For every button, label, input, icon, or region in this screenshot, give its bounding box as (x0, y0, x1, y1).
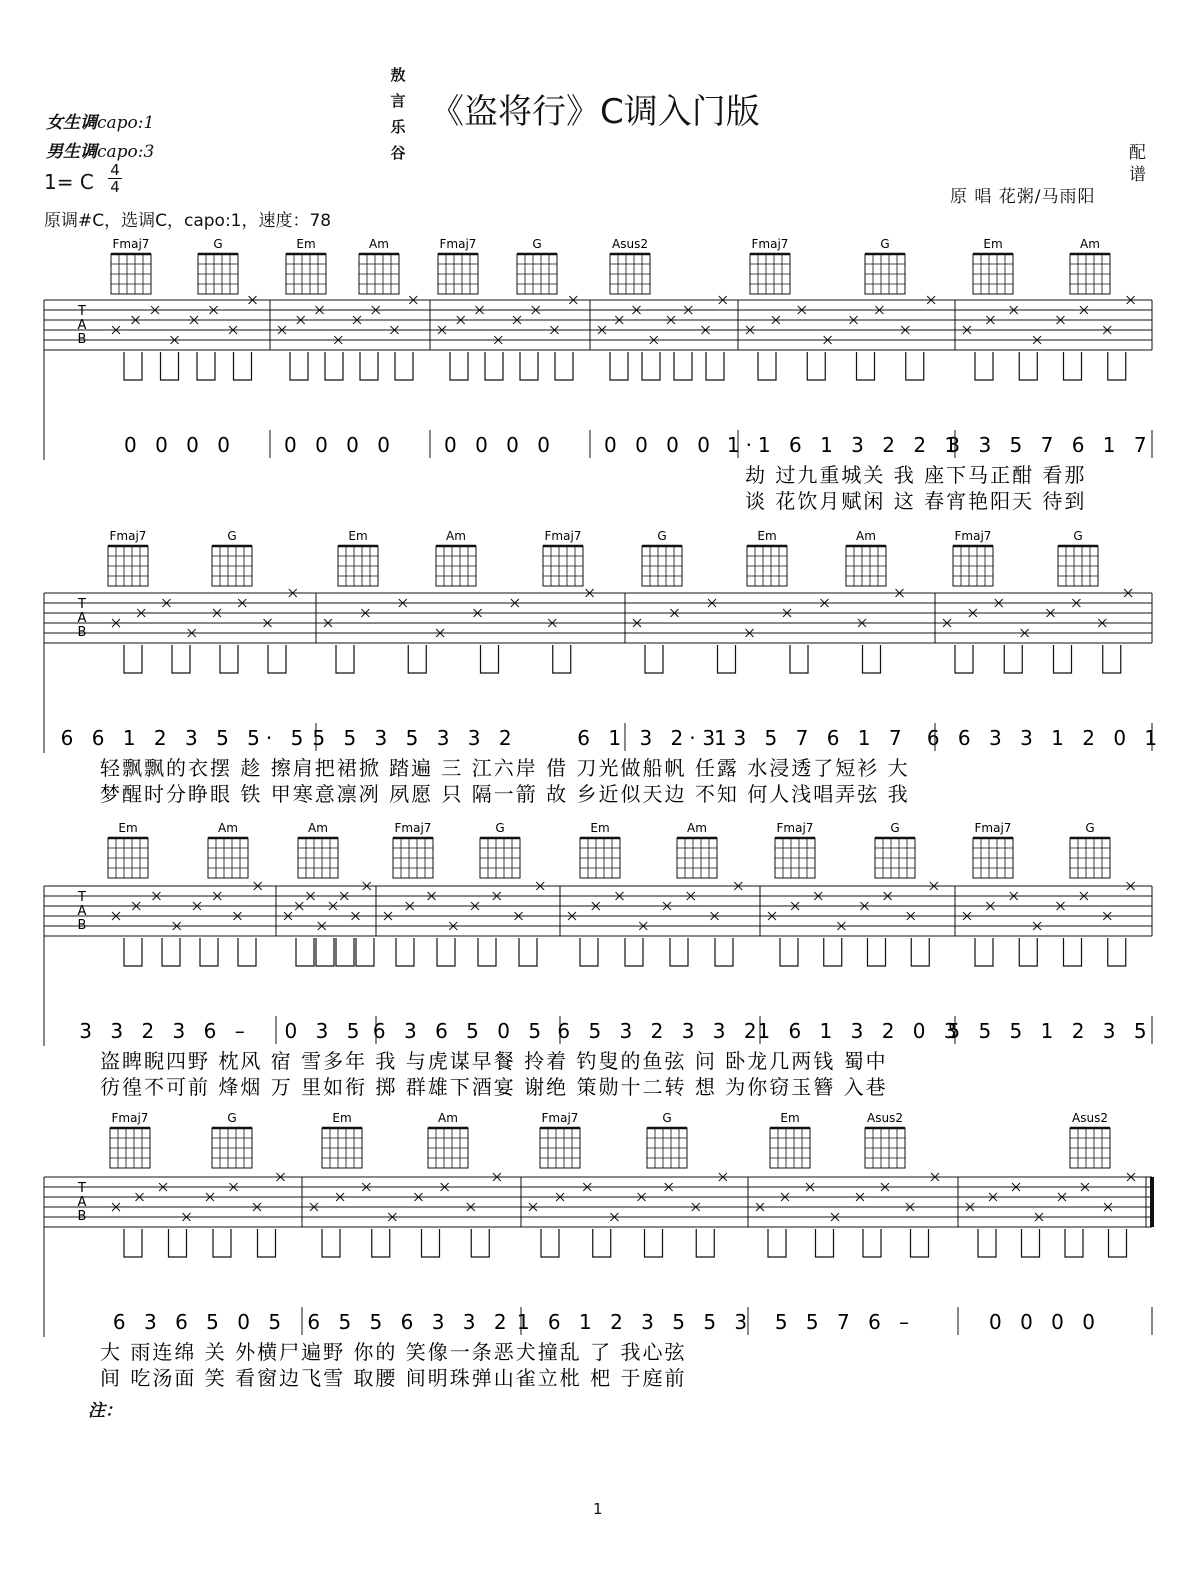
stem-beam (645, 1229, 663, 1257)
stem-beam (625, 938, 643, 966)
chord-name: G (1085, 821, 1095, 835)
stem-beam (258, 1229, 276, 1257)
tab-letter: B (77, 625, 87, 640)
chord-diagram (865, 1111, 905, 1168)
tab-letter: B (77, 332, 87, 347)
chord-diagram (1070, 821, 1110, 878)
song-title: 《盗将行》C调入门版 (430, 92, 760, 132)
stem-beam (911, 1229, 929, 1257)
stem-beam (268, 645, 286, 673)
jianpu-measure: 1 6 1 3 2 0 3 (757, 1019, 963, 1043)
chord-diagram (973, 821, 1013, 878)
stem-beam (758, 352, 776, 380)
stem-beam (220, 645, 238, 673)
chord-diagram (647, 1111, 687, 1168)
chord-name: Fmaj7 (111, 1111, 149, 1125)
stem-beam (172, 645, 190, 673)
stem-beam (553, 645, 571, 673)
system-2 (44, 529, 1163, 806)
system-1 (44, 237, 1153, 513)
tab-letter: T (78, 1181, 86, 1196)
stem-beam (1103, 645, 1121, 673)
original-singer: 原 唱 花粥/马雨阳 (950, 187, 1096, 207)
jianpu-measure: 0 0 0 0 (989, 1310, 1101, 1334)
chord-name: Am (446, 529, 466, 543)
system-3 (44, 821, 1153, 1099)
jianpu-measure: 0 0 0 0 (284, 433, 396, 457)
stem-beam (868, 938, 886, 966)
chord-diagram (517, 237, 557, 294)
notes-label: 注： (88, 1401, 122, 1421)
chord-diagram (846, 529, 886, 586)
stem-beam (316, 938, 334, 966)
stem-beam (975, 938, 993, 966)
stem-beam (360, 352, 378, 380)
chord-name: Em (983, 237, 1003, 251)
stem-beam (978, 1229, 996, 1257)
stem-beam (780, 938, 798, 966)
chord-diagram (1058, 529, 1098, 586)
chord-name: G (890, 821, 900, 835)
stem-beam (213, 1229, 231, 1257)
stem-beam (519, 938, 537, 966)
stem-beam (670, 938, 688, 966)
jianpu-measure: 0 0 0 0 (604, 433, 716, 457)
chord-name: Fmaj7 (776, 821, 814, 835)
stem-beam (290, 352, 308, 380)
stem-beam (807, 352, 825, 380)
chord-name: Em (348, 529, 368, 543)
stem-beam (715, 938, 733, 966)
chord-name: Fmaj7 (544, 529, 582, 543)
chord-name: G (657, 529, 667, 543)
chord-name: Am (856, 529, 876, 543)
chord-diagram (865, 237, 905, 294)
stem-beam (296, 938, 314, 966)
stem-beam (1019, 938, 1037, 966)
jianpu-measure: 6 1 3 2· 1 (577, 726, 733, 750)
stem-beam (124, 1229, 142, 1257)
system-4 (44, 1111, 1152, 1390)
stem-beam (356, 938, 374, 966)
stem-beam (1022, 1229, 1040, 1257)
chord-diagram (750, 237, 790, 294)
chord-diagram (322, 1111, 362, 1168)
stem-beam (593, 1229, 611, 1257)
stem-beam (1004, 645, 1022, 673)
lyric-line-1: 轻飘飘的衣摆 趁 擦肩把裙掀 踏遍 三 江六岸 借 刀光做船帆 任露 水浸透了短衫 大 (100, 756, 910, 780)
chord-name: Em (332, 1111, 352, 1125)
brand-stamp: 敖言乐谷 (390, 66, 406, 162)
stem-beam (395, 352, 413, 380)
stem-beam (481, 645, 499, 673)
stem-beam (674, 352, 692, 380)
tab-letter: A (77, 904, 87, 919)
chord-diagram (286, 237, 326, 294)
stem-beam (857, 352, 875, 380)
stem-beam (824, 938, 842, 966)
chord-diagram (111, 237, 151, 294)
meter-bottom: 4 (110, 178, 120, 196)
capo-female-value: capo:1 (97, 113, 155, 133)
jianpu-measure: 0 0 0 0 (124, 433, 236, 457)
chord-name: Fmaj7 (541, 1111, 579, 1125)
chord-diagram (480, 821, 520, 878)
jianpu-measure: 3 3 5 7 6 1 7 (947, 433, 1153, 457)
chord-diagram (543, 529, 583, 586)
chord-diagram (610, 237, 650, 294)
capo-male-label: 男生调 (46, 142, 97, 162)
chord-diagram (108, 529, 148, 586)
chord-name: Am (687, 821, 707, 835)
page-number: 1 (593, 1500, 603, 1518)
jianpu-measure: 5 5 5 1 2 3 5 (947, 1019, 1153, 1043)
chord-name: Fmaj7 (112, 237, 150, 251)
jianpu-measure: 6 3 6 5 0 5 (112, 1310, 288, 1334)
stem-beam (642, 352, 660, 380)
chord-name: Em (590, 821, 610, 835)
chord-name: G (1073, 529, 1083, 543)
stem-beam (1108, 352, 1126, 380)
stem-beam (325, 352, 343, 380)
tab-letter: B (77, 918, 87, 933)
jianpu-measure: 6 5 5 6 3 3 2 (307, 1310, 513, 1334)
chord-diagram (428, 1111, 468, 1168)
stem-beam (450, 352, 468, 380)
chord-diagram (393, 821, 433, 878)
tab-letter: A (77, 611, 87, 626)
chord-name: Em (757, 529, 777, 543)
stem-beam (955, 645, 973, 673)
capo-male-value: capo:3 (97, 142, 155, 162)
stem-beam (863, 645, 881, 673)
stem-beam (1108, 938, 1126, 966)
stem-beam (520, 352, 538, 380)
stem-beam (197, 352, 215, 380)
lyric-line-1: 劫 过九重城关 我 座下马正酣 看那 (745, 463, 1087, 487)
chord-name: Em (780, 1111, 800, 1125)
arranger-line-1: 配 (1129, 143, 1146, 163)
chord-diagram (747, 529, 787, 586)
chord-name: Em (296, 237, 316, 251)
stem-beam (906, 352, 924, 380)
stem-beam (1065, 1229, 1083, 1257)
chord-name: G (662, 1111, 672, 1125)
stem-beam (124, 352, 142, 380)
stem-beam (437, 938, 455, 966)
arranger-line-2: 谱 (1129, 165, 1146, 185)
stem-beam (706, 352, 724, 380)
tab-letter: T (78, 890, 86, 905)
stem-beam (161, 352, 179, 380)
chord-diagram (110, 1111, 150, 1168)
chord-name: Fmaj7 (954, 529, 992, 543)
chord-name: G (532, 237, 542, 251)
chord-diagram (875, 821, 915, 878)
chord-diagram (642, 529, 682, 586)
jianpu-measure: 6 5 3 2 3 3 2 (557, 1019, 763, 1043)
stem-beam (645, 645, 663, 673)
chord-diagram (677, 821, 717, 878)
stem-beam (124, 938, 142, 966)
chord-name: Am (369, 237, 389, 251)
stem-beam (396, 938, 414, 966)
jianpu-measure: 1 6 1 2 3 5 5 3 (516, 1310, 754, 1334)
chord-name: Em (118, 821, 138, 835)
stem-beam (696, 1229, 714, 1257)
chord-diagram (973, 237, 1013, 294)
chord-diagram (298, 821, 338, 878)
lyric-line-1: 盗睥睨四野 枕风 宿 雪多年 我 与虎谋早餐 拎着 钓叟的鱼弦 问 卧龙几两钱 蜀中 (100, 1049, 888, 1073)
chord-name: Asus2 (867, 1111, 903, 1125)
capo-female-label: 女生调 (46, 113, 97, 133)
chord-name: Am (218, 821, 238, 835)
chord-diagram (338, 529, 378, 586)
stem-beam (162, 938, 180, 966)
tab-letter: T (78, 597, 86, 612)
stem-beam (408, 645, 426, 673)
stem-beam (1064, 352, 1082, 380)
chord-diagram (953, 529, 993, 586)
stem-beam (372, 1229, 390, 1257)
stem-beam (200, 938, 218, 966)
lyric-line-2: 梦醒时分睁眼 铁 甲寒意凛冽 夙愿 只 隔一箭 故 乡近似天边 不知 何人浅唱弄弦 我 (100, 782, 910, 806)
stem-beam (1109, 1229, 1127, 1257)
chord-diagram (1070, 237, 1110, 294)
chord-name: Asus2 (612, 237, 648, 251)
jianpu-measure: 6 3 6 5 0 5 (372, 1019, 548, 1043)
chord-diagram (212, 1111, 252, 1168)
stem-beam (610, 352, 628, 380)
chord-diagram (359, 237, 399, 294)
chord-diagram (1070, 1111, 1110, 1168)
stem-beam (911, 938, 929, 966)
jianpu-measure: 3 3 5 7 6 1 7 (702, 726, 908, 750)
stem-beam (790, 645, 808, 673)
stem-beam (768, 1229, 786, 1257)
stem-beam (863, 1229, 881, 1257)
chord-diagram (540, 1111, 580, 1168)
lyric-line-2: 彷徨不可前 烽烟 万 里如衔 掷 群雄下酒宴 谢绝 策勋十二转 想 为你窃玉簪 入巷 (100, 1075, 888, 1099)
jianpu-measure: 0 0 0 0 (444, 433, 556, 457)
key-signature: 1= C (44, 170, 94, 194)
stem-beam (478, 938, 496, 966)
stem-beam (471, 1229, 489, 1257)
tab-letter: T (78, 304, 86, 319)
chord-name: Fmaj7 (109, 529, 147, 543)
stem-beam (1054, 645, 1072, 673)
jianpu-measure: 3 3 2 3 6 – (79, 1019, 251, 1043)
chord-diagram (212, 529, 252, 586)
lyric-line-1: 大 雨连绵 关 外横尸遍野 你的 笑像一条恶犬撞乱 了 我心弦 (100, 1340, 687, 1364)
jianpu-measure: 1·1 6 1 3 2 2 1 (726, 433, 964, 457)
stem-beam (124, 645, 142, 673)
tab-letter: A (77, 318, 87, 333)
chord-name: Fmaj7 (439, 237, 477, 251)
stem-beam (336, 938, 354, 966)
stem-beam (234, 352, 252, 380)
stem-beam (580, 938, 598, 966)
stem-beam (1019, 352, 1037, 380)
chord-diagram (770, 1111, 810, 1168)
chord-name: Am (1080, 237, 1100, 251)
stem-beam (1064, 938, 1082, 966)
stem-beam (541, 1229, 559, 1257)
stem-beam (718, 645, 736, 673)
chord-diagram (436, 529, 476, 586)
chord-name: Fmaj7 (394, 821, 432, 835)
chord-name: Fmaj7 (751, 237, 789, 251)
lyric-line-2: 间 吃汤面 笑 看窗边飞雪 取腰 间明珠弹山雀立枇 杷 于庭前 (100, 1366, 687, 1390)
chord-diagram (438, 237, 478, 294)
jianpu-measure: 0 3 5 (284, 1019, 366, 1043)
chord-diagram (198, 237, 238, 294)
chord-name: G (227, 529, 237, 543)
chord-name: Am (308, 821, 328, 835)
stem-beam (322, 1229, 340, 1257)
jianpu-measure: 5 5 7 6 – (774, 1310, 916, 1334)
stem-beam (336, 645, 354, 673)
tab-letter: B (77, 1209, 87, 1224)
jianpu-measure: 6 6 3 3 1 2 0 1 (926, 726, 1164, 750)
meter-top: 4 (110, 161, 120, 179)
chord-name: G (213, 237, 223, 251)
jianpu-measure: 5 5 3 5 3 3 2 (312, 726, 518, 750)
chord-name: G (227, 1111, 237, 1125)
lyric-line-2: 谈 花饮月赋闲 这 春宵艳阳天 待到 (745, 489, 1087, 513)
stem-beam (555, 352, 573, 380)
stem-beam (238, 938, 256, 966)
stem-beam (485, 352, 503, 380)
chord-name: Asus2 (1072, 1111, 1108, 1125)
jianpu-measure: 6 6 1 2 3 5 5· 5 (60, 726, 310, 750)
tuning-info: 原调#C，选调C，capo:1，速度：78 (44, 211, 332, 231)
chord-diagram (208, 821, 248, 878)
stem-beam (169, 1229, 187, 1257)
chord-diagram (108, 821, 148, 878)
stem-beam (975, 352, 993, 380)
chord-name: G (880, 237, 890, 251)
chord-diagram (580, 821, 620, 878)
chord-name: Fmaj7 (974, 821, 1012, 835)
chord-diagram (775, 821, 815, 878)
chord-name: Am (438, 1111, 458, 1125)
stem-beam (816, 1229, 834, 1257)
stem-beam (422, 1229, 440, 1257)
chord-name: G (495, 821, 505, 835)
tab-letter: A (77, 1195, 87, 1210)
